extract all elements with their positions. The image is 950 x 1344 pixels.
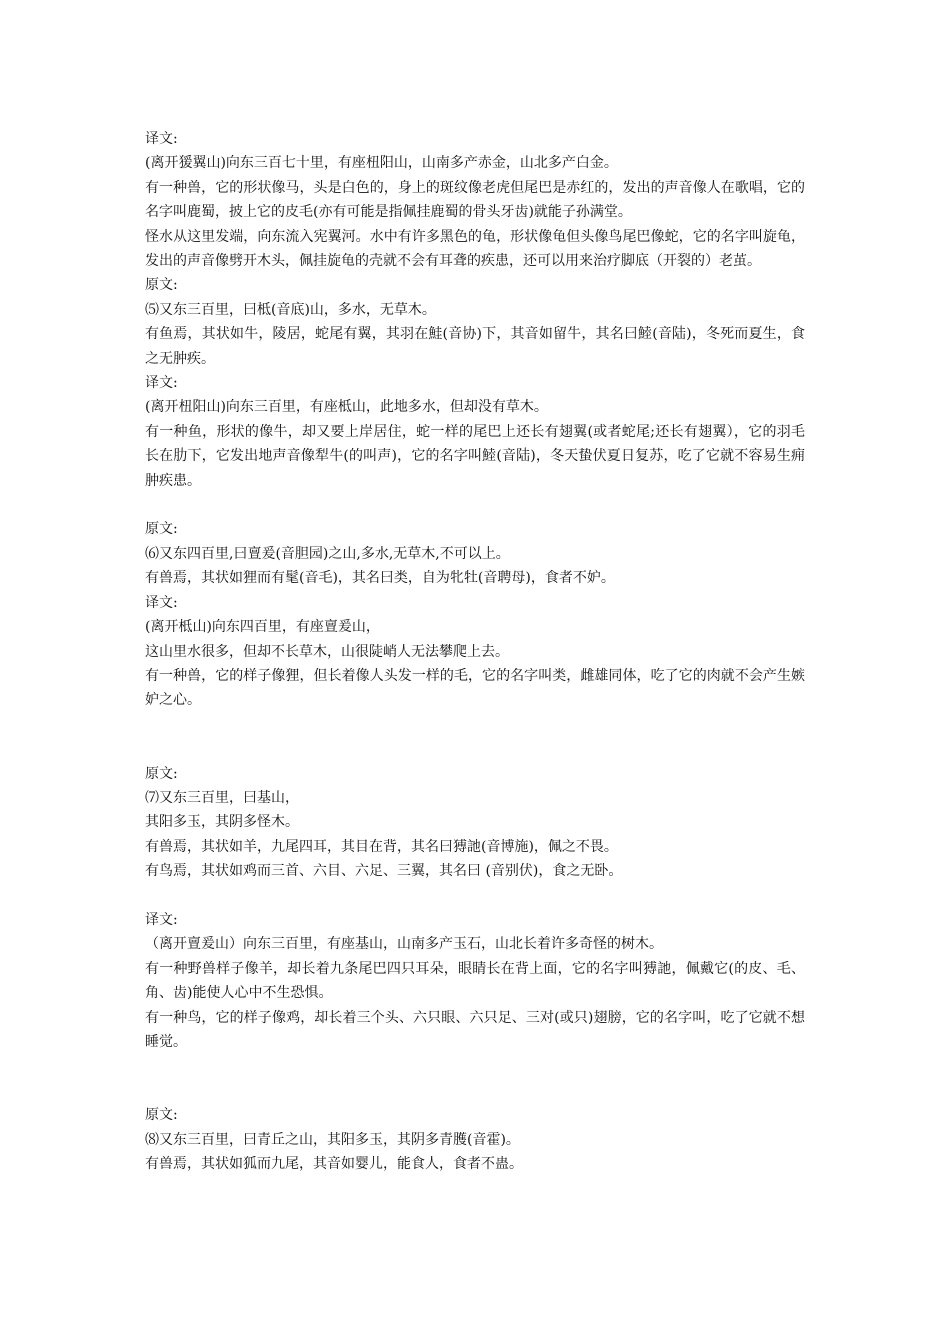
paragraph: 有鱼焉，其状如牛，陵居，蛇尾有翼，其羽在鮭(音协)下，其音如留牛，其名曰鯥(音陆)，冬死而夏生，食之无肿疾。 (145, 326, 805, 367)
section-heading: 原文: (145, 765, 178, 782)
paragraph: 有一种兽，它的样子像狸，但长着像人头发一样的毛，它的名字叫类，雌雄同体，吃了它的肉就不会产生嫉妒之心。 (145, 667, 805, 709)
blank-line (145, 713, 805, 762)
paragraph: 有一种鱼，形状的像牛，却又要上岸居住，蛇一样的尾巴上还长有翅翼(或者蛇尾;还长有翅翼），它的羽毛长在肋下，它发出地声音像犁牛(的叫声)，它的名字叫鯥(音陆)，冬天蛰伏夏日复苏，吃了它就不容易生痈肿疾患。 (145, 423, 805, 489)
paragraph: 有一种鸟，它的样子像鸡，却长着三个头、六只眼、六只足、三对(或只)翅膀，它的名字叫，吃了它就不想睡觉。 (145, 1009, 805, 1050)
paragraph: ⑻又东三百里，曰青丘之山，其阳多玉，其阴多青臒(音霍)。 (145, 1131, 520, 1148)
paragraph: 有兽焉，其状如狸而有髦(音毛)，其名曰类，自为牝牡(音聘母)，食者不妒。 (145, 570, 615, 587)
blank-line (145, 884, 805, 908)
paragraph: 有一种野兽样子像羊，却长着九条尾巴四只耳朵，眼睛长在背上面，它的名字叫猼訑，佩戴它(的皮、毛、角、齿)能使人心中不生恐惧。 (145, 960, 805, 1002)
blank-line (145, 493, 805, 517)
section-heading: 原文: (145, 277, 178, 294)
paragraph: 有兽焉，其状如狐而九尾，其音如婴儿，能食人，食者不蛊。 (145, 1156, 523, 1172)
paragraph: 有一种兽，它的形状像马，头是白色的，身上的斑纹像老虎但尾巴是赤红的，发出的声音像人在歌唱，它的名字叫鹿蜀，披上它的皮毛(亦有可能是指佩挂鹿蜀的骨头牙齿)就能子孙满堂。 (145, 179, 805, 221)
document-body (145, 127, 805, 1176)
section-heading: 译文: (145, 131, 178, 147)
paragraph: （离开亶爰山）向东三百里，有座基山，山南多产玉石，山北长着许多奇怪的树木。 (145, 936, 663, 953)
paragraph: (离开柢山)向东四百里，有座亶爰山， (145, 619, 380, 636)
paragraph: (离开杻阳山)向东三百里，有座柢山，此地多水，但却没有草木。 (145, 399, 548, 416)
paragraph: ⑸又东三百里，曰柢(音底)山，多水，无草木。 (145, 301, 436, 318)
paragraph: 有兽焉，其状如羊，九尾四耳，其目在背，其名曰猼訑(音博施)，佩之不畏。 (145, 838, 618, 855)
paragraph: (离开猨翼山)向东三百七十里，有座杻阳山，山南多产赤金，山北多产白金。 (145, 155, 618, 172)
section-heading: 译文: (145, 594, 178, 611)
section-heading: 译文: (145, 911, 178, 928)
paragraph: 有鸟焉，其状如鸡而三首、六目、六足、三翼，其名曰 (音别伏)，食之无卧。 (145, 863, 623, 880)
paragraph: 怪水从这里发端，向东流入宪翼河。水中有许多黑色的龟，形状像龟但头像鸟尾巴像蛇，它的名字叫旋龟，发出的声音像劈开木头，佩挂旋龟的壳就不会有耳聋的疾患，还可以用来治疗脚底（开裂的）老茧。 (145, 228, 805, 270)
paragraph: ⑺又东三百里，曰基山， (145, 789, 299, 806)
section-heading: 译文: (145, 375, 178, 392)
paragraph: 这山里水很多，但却不长草木，山很陡峭人无法攀爬上去。 (145, 643, 509, 660)
section-heading: 原文: (145, 1107, 178, 1124)
section-heading: 原文: (145, 521, 178, 538)
paragraph: ⑹又东四百里,曰亶爰(音胆园)之山,多水,无草木,不可以上。 (145, 545, 510, 562)
blank-line (145, 1054, 805, 1103)
paragraph: 其阳多玉，其阴多怪木。 (145, 814, 299, 831)
